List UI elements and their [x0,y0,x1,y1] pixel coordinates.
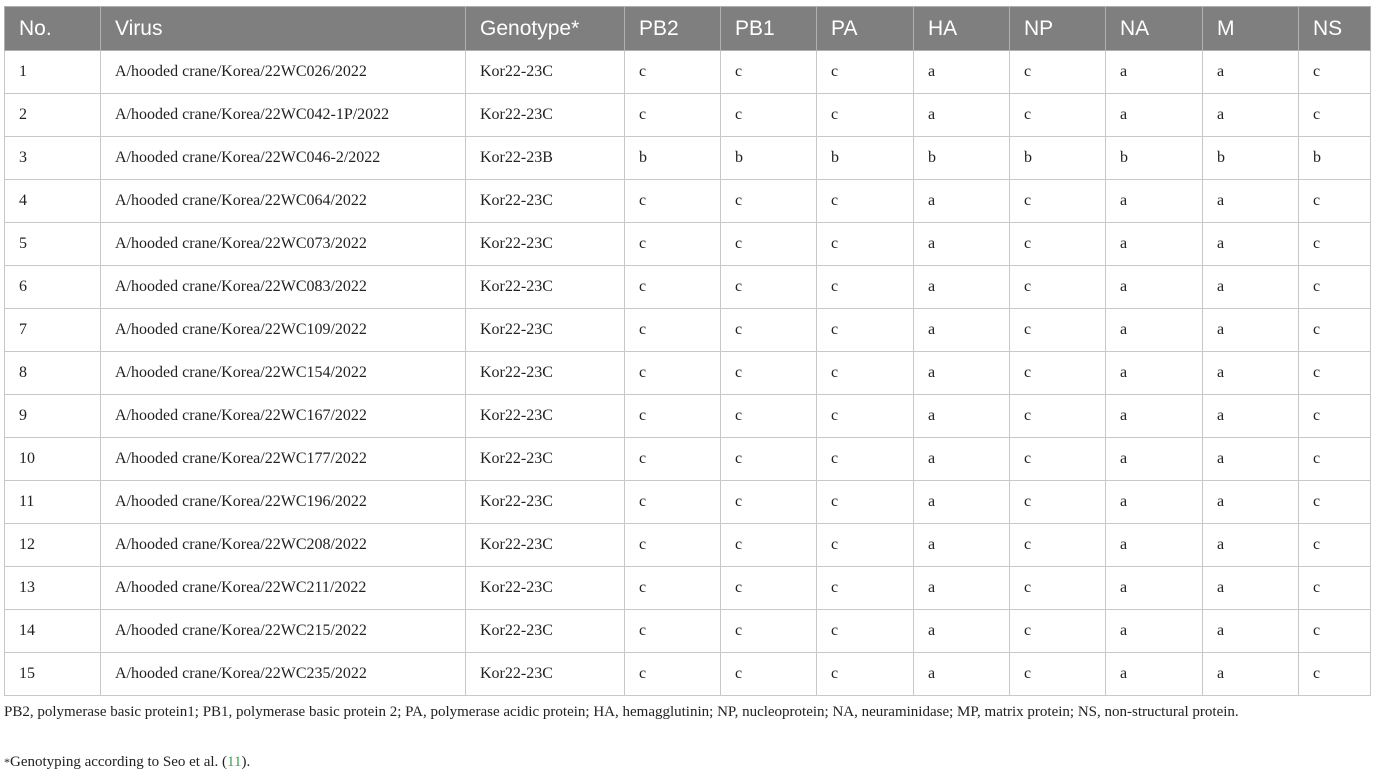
table-cell: c [817,309,914,352]
table-cell: c [721,94,817,137]
table-cell: b [625,137,721,180]
table-cell: a [1106,524,1203,567]
table-cell: a [914,481,1010,524]
genotype-table [4,6,1371,696]
table-cell: a [1203,309,1299,352]
table-cell: Kor22-23C [466,438,625,481]
table-cell: c [1299,309,1371,352]
table-cell: a [914,610,1010,653]
table-cell: A/hooded crane/Korea/22WC064/2022 [101,180,466,223]
table-cell: a [1106,395,1203,438]
table-cell: c [1299,180,1371,223]
table-cell: a [1203,395,1299,438]
table-cell: 4 [5,180,101,223]
table-cell: c [1010,524,1106,567]
table-cell: Kor22-23C [466,481,625,524]
abbreviation-footnote: PB2, polymerase basic protein1; PB1, polymerase basic protein 2; PA, polymerase acidic protein; HA, hemagglutinin; NP, nucleoprotein; NA, neuraminidase; MP, matrix protein; NS, non-structural protein. [4,704,1239,720]
table-cell: c [1299,395,1371,438]
table-cell: A/hooded crane/Korea/22WC196/2022 [101,481,466,524]
table-cell: a [1106,438,1203,481]
table-cell: Kor22-23C [466,180,625,223]
table-body [5,51,1371,696]
table-cell: c [721,653,817,696]
table-cell: c [721,223,817,266]
table-cell: 7 [5,309,101,352]
table-cell: a [1203,352,1299,395]
table-cell: 3 [5,137,101,180]
table-cell: c [817,653,914,696]
table-cell: 12 [5,524,101,567]
table-cell: a [1203,481,1299,524]
table-cell: a [914,395,1010,438]
table-cell: A/hooded crane/Korea/22WC046-2/2022 [101,137,466,180]
table-row [5,223,1371,266]
table-cell: c [721,438,817,481]
table-row [5,309,1371,352]
table-cell: c [625,653,721,696]
table-cell: c [721,610,817,653]
asterisk-marker: * [4,755,10,769]
table-cell: c [1299,481,1371,524]
table-cell: c [625,223,721,266]
table-cell: c [1299,352,1371,395]
table-cell: 14 [5,610,101,653]
table-cell: c [817,438,914,481]
table-cell: c [1010,438,1106,481]
table-row [5,481,1371,524]
table-cell: a [914,438,1010,481]
table-cell: 9 [5,395,101,438]
table-cell: 10 [5,438,101,481]
table-cell: a [914,266,1010,309]
table-cell: c [1299,266,1371,309]
table-cell: A/hooded crane/Korea/22WC211/2022 [101,567,466,610]
table-cell: c [721,51,817,94]
table-cell: c [721,180,817,223]
table-cell: A/hooded crane/Korea/22WC167/2022 [101,395,466,438]
table-row [5,352,1371,395]
column-header: PB2 [625,7,721,51]
table-cell: a [1203,51,1299,94]
table-cell: A/hooded crane/Korea/22WC215/2022 [101,610,466,653]
table-cell: b [1299,137,1371,180]
table-cell: b [914,137,1010,180]
table-cell: c [817,524,914,567]
table-cell: c [817,94,914,137]
table-cell: a [1106,610,1203,653]
table-cell: c [625,352,721,395]
table-cell: A/hooded crane/Korea/22WC177/2022 [101,438,466,481]
table-cell: a [914,223,1010,266]
table-cell: Kor22-23C [466,51,625,94]
table-row [5,438,1371,481]
table-cell: c [1299,653,1371,696]
table-cell: 2 [5,94,101,137]
table-cell: a [914,51,1010,94]
table-cell: a [914,180,1010,223]
table-cell: a [1203,266,1299,309]
table-cell: c [1299,51,1371,94]
table-cell: a [914,524,1010,567]
table-cell: c [817,266,914,309]
table-cell: 1 [5,51,101,94]
table-cell: a [914,94,1010,137]
table-row [5,610,1371,653]
table-cell: c [817,610,914,653]
table-row [5,137,1371,180]
table-row [5,51,1371,94]
table-cell: c [625,309,721,352]
column-header: Virus [101,7,466,51]
table-cell: c [721,524,817,567]
table-cell: a [1203,524,1299,567]
table-cell: c [817,51,914,94]
table-cell: A/hooded crane/Korea/22WC109/2022 [101,309,466,352]
column-header: No. [5,7,101,51]
table-cell: c [625,524,721,567]
column-header: PB1 [721,7,817,51]
table-cell: c [721,352,817,395]
table-row [5,266,1371,309]
column-header: M [1203,7,1299,51]
table-cell: a [1106,653,1203,696]
table-cell: c [625,94,721,137]
table-cell: c [625,438,721,481]
table-cell: Kor22-23C [466,395,625,438]
table-cell: a [914,567,1010,610]
table-cell: Kor22-23C [466,309,625,352]
genotyping-close: ). [241,754,251,770]
table-cell: a [1203,610,1299,653]
table-cell: 13 [5,567,101,610]
table-cell: A/hooded crane/Korea/22WC235/2022 [101,653,466,696]
genotyping-footnote [4,751,1370,773]
table-cell: a [1203,653,1299,696]
table-cell: A/hooded crane/Korea/22WC154/2022 [101,352,466,395]
genotyping-text: Genotyping according to Seo et al. ( [10,754,228,770]
table-cell: a [914,653,1010,696]
table-cell: c [1299,94,1371,137]
table-cell: Kor22-23C [466,223,625,266]
table-cell: b [1106,137,1203,180]
table-cell: c [817,395,914,438]
table-cell: a [1203,223,1299,266]
table-cell: 11 [5,481,101,524]
table-row [5,653,1371,696]
table-cell: c [1299,567,1371,610]
table-cell: a [1106,309,1203,352]
table-cell: c [625,395,721,438]
table-header [5,7,1371,51]
table-cell: a [1106,94,1203,137]
table-cell: a [1106,51,1203,94]
table-cell: Kor22-23C [466,610,625,653]
table-cell: Kor22-23C [466,352,625,395]
table-cell: b [1010,137,1106,180]
table-cell: a [1203,180,1299,223]
table-cell: c [817,352,914,395]
table-cell: c [1010,223,1106,266]
table-cell: A/hooded crane/Korea/22WC073/2022 [101,223,466,266]
table-cell: a [1203,567,1299,610]
table-row [5,180,1371,223]
table-cell: c [1010,653,1106,696]
table-cell: c [817,567,914,610]
table-cell: a [1203,438,1299,481]
table-cell: A/hooded crane/Korea/22WC026/2022 [101,51,466,94]
table-cell: c [625,180,721,223]
table-cell: a [1203,94,1299,137]
column-header: Genotype* [466,7,625,51]
table-cell: c [625,610,721,653]
table-cell: c [721,481,817,524]
table-cell: a [914,309,1010,352]
table-cell: b [1203,137,1299,180]
table-cell: c [1010,481,1106,524]
table-cell: Kor22-23B [466,137,625,180]
column-header: PA [817,7,914,51]
table-cell: c [817,481,914,524]
table-cell: Kor22-23C [466,567,625,610]
table-cell: Kor22-23C [466,266,625,309]
table-cell: c [1010,352,1106,395]
table-cell: c [625,567,721,610]
table-cell: c [625,481,721,524]
column-header: NS [1299,7,1371,51]
table-cell: Kor22-23C [466,653,625,696]
header-row [5,7,1371,51]
table-cell: a [1106,223,1203,266]
table-cell: c [1010,51,1106,94]
table-cell: c [1010,94,1106,137]
table-cell: c [1010,610,1106,653]
table-cell: c [1299,524,1371,567]
table-cell: A/hooded crane/Korea/22WC208/2022 [101,524,466,567]
table-cell: c [1010,395,1106,438]
table-cell: c [1299,223,1371,266]
table-cell: c [1299,438,1371,481]
table-cell: a [1106,266,1203,309]
table-cell: c [1010,180,1106,223]
table-cell: b [817,137,914,180]
reference-link[interactable]: 11 [227,754,242,770]
table-cell: a [1106,352,1203,395]
table-cell: c [721,309,817,352]
table-row [5,395,1371,438]
column-header: NA [1106,7,1203,51]
table-cell: 8 [5,352,101,395]
table-cell: c [625,266,721,309]
table-cell: Kor22-23C [466,94,625,137]
table-cell: A/hooded crane/Korea/22WC083/2022 [101,266,466,309]
table-cell: a [1106,567,1203,610]
table-cell: c [721,395,817,438]
table-cell: 5 [5,223,101,266]
column-header: NP [1010,7,1106,51]
table-cell: a [1106,481,1203,524]
table-row [5,524,1371,567]
column-header: HA [914,7,1010,51]
table-cell: Kor22-23C [466,524,625,567]
table-cell: a [1106,180,1203,223]
table-cell: c [1299,610,1371,653]
table-cell: c [817,180,914,223]
table-cell: b [721,137,817,180]
table-cell: a [914,352,1010,395]
table-row [5,567,1371,610]
table-cell: A/hooded crane/Korea/22WC042-1P/2022 [101,94,466,137]
table-cell: 15 [5,653,101,696]
table-cell: c [721,567,817,610]
table-cell: c [1010,567,1106,610]
table-cell: c [1010,309,1106,352]
table-cell: c [625,51,721,94]
table-cell: c [721,266,817,309]
table-cell: 6 [5,266,101,309]
table-row [5,94,1371,137]
table-cell: c [1010,266,1106,309]
table-cell: c [817,223,914,266]
